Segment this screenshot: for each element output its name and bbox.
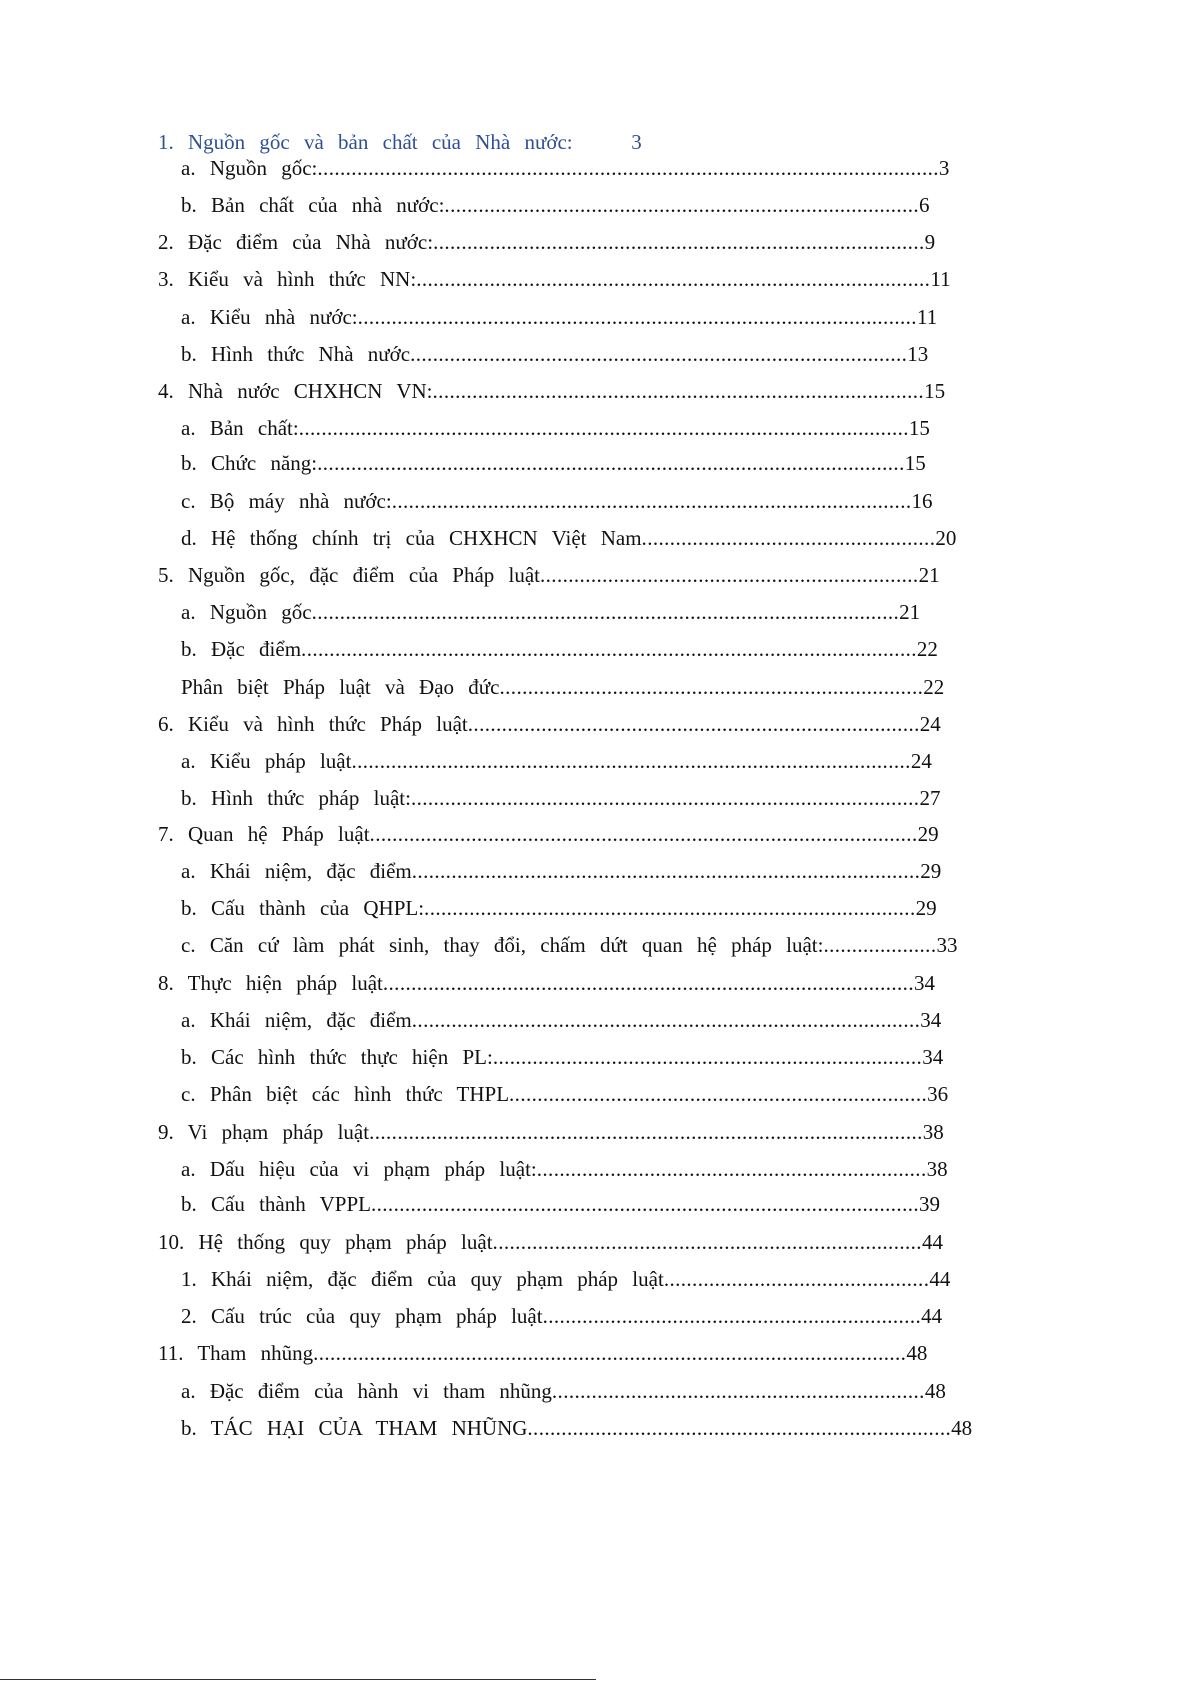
toc-entry[interactable]	[181, 339, 971, 369]
toc-entry-title: a. Khái niệm, đặc điểm	[181, 859, 412, 883]
toc-page-number: 15	[908, 416, 930, 440]
toc-dot-leader: ..........................................................................................	[411, 1008, 921, 1032]
toc-dot-leader: ..............................................................................................................	[317, 156, 939, 180]
toc-dot-leader: .........................................................................................................	[313, 1341, 907, 1365]
toc-page-number: 22	[923, 675, 945, 699]
toc-entry-title: a. Đặc điểm của hành vi tham nhũng	[181, 1379, 552, 1403]
toc-entry-title: 3. Kiểu và hình thức NN:	[158, 267, 417, 291]
toc-dot-leader: ...........................................................................	[527, 1416, 952, 1440]
toc-entry[interactable]	[181, 634, 951, 664]
toc-entry-title: 2. Đặc điểm của Nhà nước:	[158, 230, 434, 254]
toc-entry-title: a. Nguồn gốc:	[181, 156, 318, 180]
toc-dot-leader: ............................................................................	[492, 1045, 923, 1069]
toc-entry-title: b. Hình thức pháp luật:	[181, 786, 411, 810]
toc-dot-leader: ........................................................................................................	[317, 451, 905, 475]
toc-dot-leader: .................................................................................................	[370, 1192, 920, 1216]
toc-page-number: 3	[631, 130, 642, 154]
toc-page-number: 21	[899, 600, 921, 624]
toc-dot-leader: ........................................................................................................	[311, 600, 900, 624]
toc-entry-title: 7. Quan hệ Pháp luật	[158, 822, 370, 846]
toc-entry-title: b. Đặc điểm	[181, 637, 302, 661]
toc-entry[interactable]	[181, 1042, 991, 1072]
toc-entry-title: b. Cấu thành VPPL	[181, 1192, 371, 1216]
toc-entry-title: b. Cấu thành của QHPL:	[181, 896, 425, 920]
toc-entry[interactable]	[181, 893, 971, 923]
toc-page-number: 20	[935, 526, 957, 550]
toc-page-number: 15	[904, 451, 926, 475]
toc-entry-title: b. TÁC HẠI CỦA THAM NHŨNG	[181, 1416, 528, 1440]
toc-entry-title: 10. Hệ thống quy phạm pháp luật	[158, 1230, 493, 1254]
toc-dot-leader: .......................................................................................	[432, 379, 925, 403]
toc-dot-leader: ..........................................................................	[509, 1082, 928, 1106]
toc-entry[interactable]	[181, 448, 951, 478]
toc-dot-leader: ...................................................................	[542, 1304, 922, 1328]
toc-dot-leader: ....................................................................................	[444, 193, 920, 217]
toc-page-number: 29	[915, 896, 937, 920]
toc-page-number: 48	[906, 1341, 928, 1365]
toc-entry-title: a. Kiểu pháp luật	[181, 749, 352, 773]
toc-dot-leader: ...................................................................	[540, 563, 919, 587]
toc-dot-leader: .............................................................................................................	[301, 637, 917, 661]
toc-page-number: 36	[927, 1082, 949, 1106]
toc-page-number: 11	[916, 305, 938, 329]
toc-page-number: 48	[924, 1379, 946, 1403]
toc-entry-title: a. Khái niệm, đặc điểm	[181, 1008, 412, 1032]
toc-page-number: 3	[938, 156, 950, 180]
toc-entry-title: 1. Khái niệm, đặc điểm của quy phạm pháp luật	[181, 1267, 664, 1291]
toc-dot-leader: ....................	[823, 933, 937, 957]
toc-dot-leader: ............................................................................	[492, 1230, 922, 1254]
toc-entry[interactable]	[158, 1117, 968, 1147]
toc-entry-title: a. Kiểu nhà nước:	[181, 305, 358, 329]
toc-page-number: 6	[919, 193, 930, 217]
toc-entry[interactable]	[181, 413, 951, 443]
toc-entry-title: 8. Thực hiện pháp luật	[158, 971, 383, 995]
toc-entry[interactable]	[158, 560, 998, 590]
toc-entry[interactable]	[181, 523, 1021, 553]
toc-entry-title: b. Các hình thức thực hiện PL:	[181, 1045, 493, 1069]
toc-dot-leader: ....................................................	[641, 526, 936, 550]
toc-entry[interactable]	[158, 819, 958, 849]
toc-entry[interactable]	[181, 302, 951, 332]
toc-entry[interactable]	[181, 1189, 971, 1219]
toc-page-number: 34	[922, 1045, 944, 1069]
toc-dot-leader	[573, 130, 632, 154]
toc-entry-title: a. Nguồn gốc	[181, 600, 312, 624]
toc-page-number: 44	[921, 1230, 943, 1254]
toc-dot-leader: .....................................................................	[536, 1157, 927, 1181]
toc-page-number: 27	[919, 786, 941, 810]
toc-entry-title: c. Phân biệt các hình thức THPL	[181, 1082, 510, 1106]
toc-page-number: 29	[920, 859, 942, 883]
toc-dot-leader: .................................................................................................	[369, 822, 918, 846]
toc-entry[interactable]	[181, 597, 951, 627]
toc-entry[interactable]	[181, 1264, 1021, 1294]
toc-entry[interactable]	[158, 968, 968, 998]
toc-entry[interactable]	[158, 1338, 958, 1368]
toc-entry-title: 4. Nhà nước CHXHCN VN:	[158, 379, 433, 403]
toc-entry[interactable]	[158, 1227, 988, 1257]
toc-entry-title: b. Bản chất của nhà nước:	[181, 193, 445, 217]
toc-entry[interactable]	[181, 153, 950, 183]
toc-dot-leader: ..............................................................................................	[382, 971, 914, 995]
toc-page-number: 13	[907, 342, 929, 366]
toc-page-number: 38	[926, 1157, 948, 1181]
toc-entry[interactable]	[181, 1005, 971, 1035]
toc-page-number: 16	[911, 489, 933, 513]
toc-entry[interactable]	[181, 1413, 1021, 1443]
toc-entry-title: 11. Tham nhũng	[158, 1341, 314, 1365]
toc-dot-leader: ..................................................................................................	[369, 1120, 923, 1144]
toc-dot-leader: ...........................................................................	[499, 675, 924, 699]
toc-dot-leader: ...............................................	[663, 1267, 930, 1291]
toc-page-number: 48	[951, 1416, 973, 1440]
toc-entry[interactable]	[181, 856, 971, 886]
toc-page-number: 33	[936, 933, 958, 957]
toc-dot-leader: ...........................................................................................	[416, 267, 931, 291]
toc-page-number: 21	[918, 563, 940, 587]
toc-entry-title: c. Bộ máy nhà nước:	[181, 489, 392, 513]
toc-entry[interactable]	[158, 709, 978, 739]
toc-entry-title: Phân biệt Pháp luật và Đạo đức	[181, 675, 500, 699]
toc-entry[interactable]	[181, 190, 971, 220]
toc-page-number: 22	[916, 637, 938, 661]
toc-entry-title: 9. Vi phạm pháp luật	[158, 1120, 370, 1144]
toc-page-number: 24	[919, 712, 941, 736]
toc-dot-leader: ...................................................................................................	[357, 305, 917, 329]
toc-page-number: 15	[924, 379, 946, 403]
toc-page-number: 29	[917, 822, 939, 846]
toc-dot-leader: ...................................................................................................	[351, 749, 911, 773]
toc-entry[interactable]	[158, 376, 978, 406]
toc-entry[interactable]	[181, 746, 961, 776]
footnote-separator	[0, 1679, 596, 1680]
toc-dot-leader: ........................................................................................	[410, 342, 908, 366]
toc-entry[interactable]	[181, 672, 981, 702]
toc-entry[interactable]	[181, 1079, 991, 1109]
toc-entry-title: 5. Nguồn gốc, đặc điểm của Pháp luật	[158, 563, 540, 587]
toc-page-number: 44	[921, 1304, 943, 1328]
toc-page-number: 44	[929, 1267, 951, 1291]
toc-entry-title: b. Hình thức Nhà nước	[181, 342, 411, 366]
toc-entry[interactable]	[181, 783, 961, 813]
toc-entry-title: a. Bản chất:	[181, 416, 299, 440]
toc-dot-leader: .......................................................................................	[433, 230, 925, 254]
toc-entry-title: 2. Cấu trúc của quy phạm pháp luật	[181, 1304, 543, 1328]
toc-page-number: 38	[922, 1120, 944, 1144]
toc-entry-title: b. Chức năng:	[181, 451, 318, 475]
toc-entry[interactable]	[158, 227, 978, 257]
toc-page-number: 39	[919, 1192, 941, 1216]
toc-entry[interactable]	[181, 1154, 1001, 1184]
toc-entry-title: d. Hệ thống chính trị của CHXHCN Việt Nam	[181, 526, 642, 550]
toc-dot-leader: ..........................................................................................	[410, 786, 920, 810]
toc-dot-leader: ..........................................................................................	[411, 859, 921, 883]
toc-entry-title: 1. Nguồn gốc và bản chất của Nhà nước:	[158, 130, 573, 154]
toc-entry[interactable]	[158, 264, 978, 294]
toc-entry[interactable]	[181, 1376, 991, 1406]
toc-page-number: 24	[910, 749, 932, 773]
toc-page-number: 11	[930, 267, 951, 291]
toc-entry-title: c. Căn cứ làm phát sinh, thay đổi, chấm dứt quan hệ pháp luật:	[181, 933, 824, 957]
toc-dot-leader: ..................................................................	[551, 1379, 925, 1403]
toc-page-number: 34	[913, 971, 935, 995]
toc-page-number: 34	[920, 1008, 942, 1032]
toc-dot-leader: .......................................................................................	[424, 896, 916, 920]
toc-entry[interactable]	[181, 486, 971, 516]
toc-entry-title: a. Dấu hiệu của vi phạm pháp luật:	[181, 1157, 537, 1181]
toc-dot-leader: ............................................................................................................	[298, 416, 909, 440]
toc-dot-leader: ............................................................................................	[391, 489, 912, 513]
toc-page-number: 9	[924, 230, 936, 254]
toc-entry-title: 6. Kiểu và hình thức Pháp luật	[158, 712, 468, 736]
toc-entry[interactable]	[181, 930, 1041, 960]
toc-entry[interactable]	[181, 1301, 1001, 1331]
toc-dot-leader: ................................................................................	[467, 712, 920, 736]
